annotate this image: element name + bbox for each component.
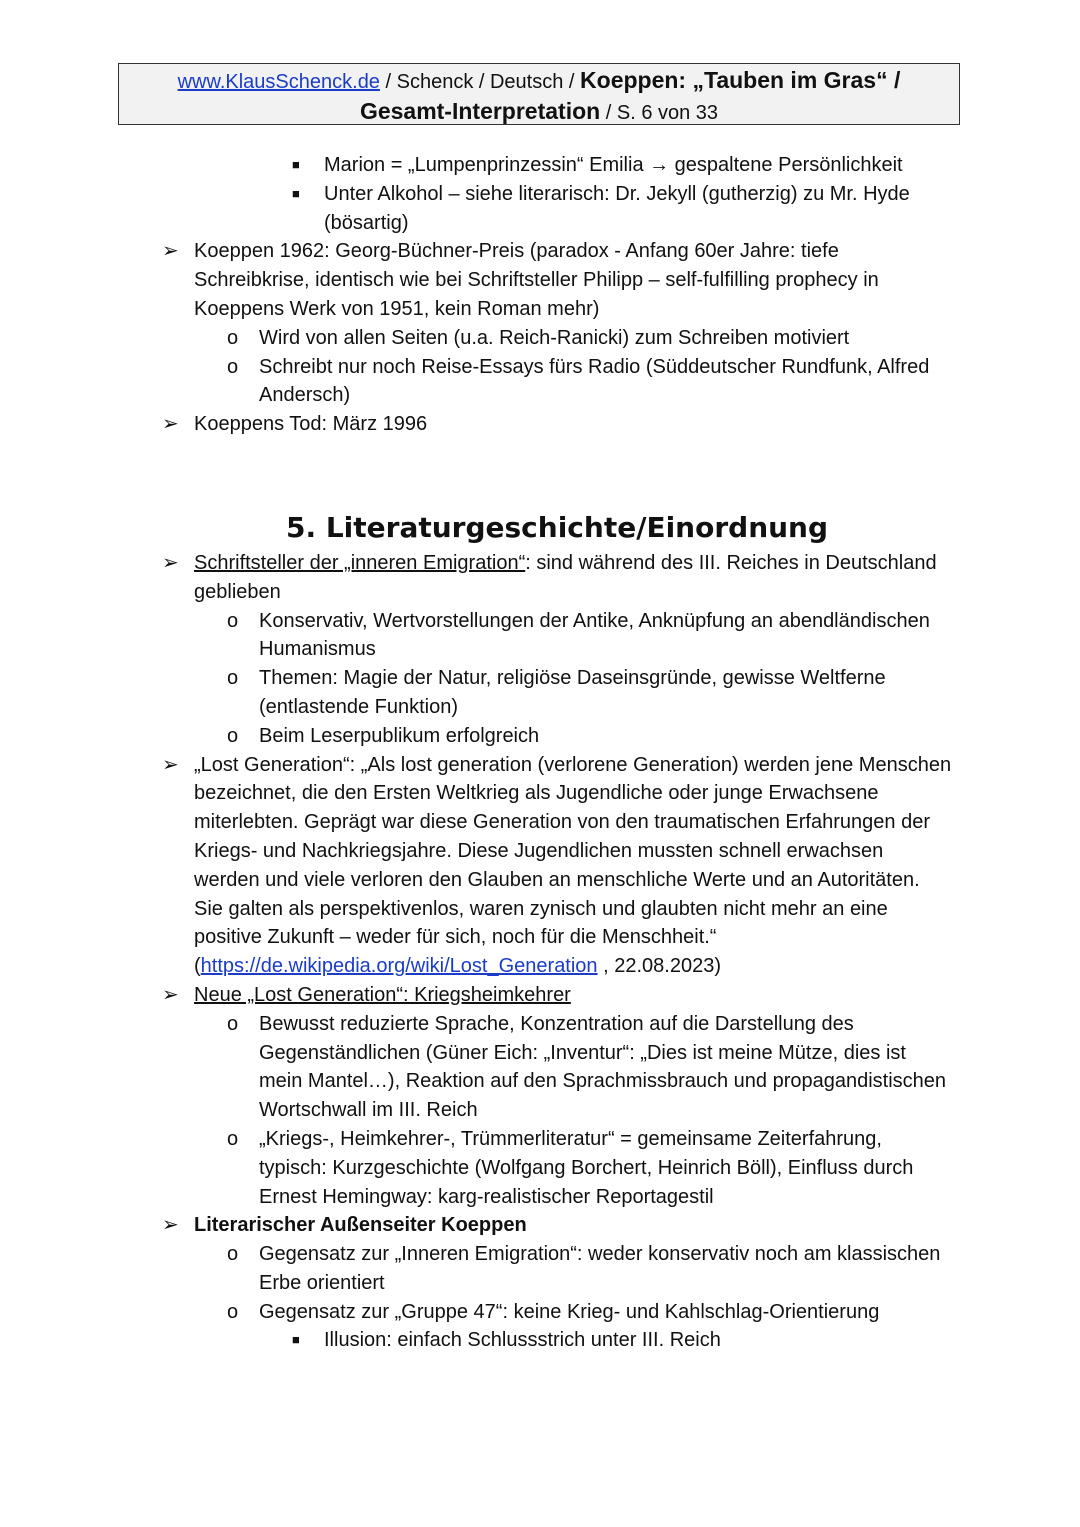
list-item: ➢ Koeppens Tod: März 1996 [0,410,954,439]
list-item: o Wird von allen Seiten (u.a. Reich-Ranicki) zum Schreiben motiviert [0,324,949,353]
wikipedia-link[interactable]: https://de.wikipedia.org/wiki/Lost_Generation [200,955,598,978]
section-heading: 5. Literaturgeschichte/Einordnung [285,510,829,544]
list-item: ■ Unter Alkohol – siehe literarisch: Dr. Jekyll (gutherzig) zu Mr. Hyde (bösartig) [0,180,944,238]
arrow-bullet-icon: ➢ [162,753,179,776]
arrow-bullet-icon: ➢ [162,240,179,263]
list-item: o Beim Leserpublikum erfolgreich [0,722,949,751]
list-item: ➢ Koeppen 1962: Georg-Büchner-Preis (paradox - Anfang 60er Jahre: tiefe Schreibkrise, identisch wie bei Schriftsteller Philipp – self-fulfilling prophecy in Koeppens Werk von 1951, kein Roman mehr) [0,237,954,323]
square-bullet-icon: ■ [292,1332,300,1348]
document-body [0,151,1080,1355]
arrow-bullet-icon: ➢ [162,551,179,574]
circle-bullet-icon: o [227,1012,239,1035]
circle-bullet-icon: o [227,609,239,632]
list-item: o Konservativ, Wertvorstellungen der Antike, Anknüpfung an abendländischen Humanismus [0,607,949,665]
site-link[interactable]: www.KlausSchenck.de [177,71,380,93]
page-header [118,63,960,125]
header-page-number: / S. 6 von 33 [600,102,719,124]
outsider-term: Literarischer Außenseiter Koeppen [194,1214,527,1237]
list-item: ■ Marion = „Lumpenprinzessin“ Emilia → gespaltene Persönlichkeit [0,151,944,180]
circle-bullet-icon: o [227,326,239,349]
list-item [0,1211,954,1240]
lost-generation-quote: „Lost Generation“: „Als lost generation (verlorene Generation) werden jene Menschen bezeichnet, die den Ersten Weltkrieg als Jugendliche oder junge Erwachsene miterlebten. Geprägt war diese Generation von den traumatischen Erfahrungen der Kriegs- und Nachkriegsjahre. Diese Jugendlichen mussten schnell erwachsen werden und viele verloren den Glauben an menschliche Werte und an Autoritäten. Sie galten als perspektivenlos, waren zynisch und glaubten nicht mehr an eine positive Zukunft – weder für sich, noch für die Menschheit.“ [194,753,952,949]
circle-bullet-icon: o [227,1127,239,1150]
header-path: / Schenck / Deutsch / [379,71,581,93]
square-bullet-icon: ■ [292,157,300,172]
list-item: o Gegensatz zur „Inneren Emigration“: weder konservativ noch am klassischen Erbe orientiert [0,1240,949,1298]
new-lost-generation-term: Neue „Lost Generation“: Kriegsheimkehrer [194,983,571,1006]
square-bullet-icon: ■ [292,185,300,201]
list-item: o „Kriegs-, Heimkehrer-, Trümmerliteratur“ = gemeinsame Zeiterfahrung, typisch: Kurzgeschichte (Wolfgang Borchert, Heinrich Böll), Einfluss durch Ernest Hemingway: karg-realistischer Reportagestil [0,1125,949,1211]
header-line-1 [119,66,959,97]
circle-bullet-icon: o [227,1300,239,1323]
list-item: o Gegensatz zur „Gruppe 47“: keine Krieg- und Kahlschlag-Orientierung [0,1298,949,1327]
circle-bullet-icon: o [227,667,239,690]
inner-emigration-term: Schriftsteller der „inneren Emigration“ [194,551,526,574]
circle-bullet-icon: o [227,355,239,378]
circle-bullet-icon: o [227,724,239,747]
list-item: o Themen: Magie der Natur, religiöse Daseinsgründe, gewisse Weltferne (entlastende Funktion) [0,664,949,722]
list-item: ■ Illusion: einfach Schlussstrich unter III. Reich [0,1326,944,1355]
list-item [0,981,954,1010]
arrow-bullet-icon: ➢ [162,1214,179,1237]
list-item: o Schreibt nur noch Reise-Essays fürs Radio (Süddeutscher Rundfunk, Alfred Andersch) [0,353,949,411]
list-item: ➢ Schriftsteller der „inneren Emigration“: sind während des III. Reiches in Deutschland geblieben [0,549,954,607]
circle-bullet-icon: o [227,1243,239,1266]
arrow-bullet-icon: ➢ [162,983,179,1006]
arrow-bullet-icon: ➢ [162,413,179,436]
list-item: o Bewusst reduzierte Sprache, Konzentration auf die Darstellung des Gegenständlichen (Güner Eich: „Inventur“: „Dies ist meine Mütze, dies ist mein Mantel…), Reaktion auf den Sprachmissbrauch und propagandistischen Wortschwall im III. Reich [0,1010,949,1125]
header-line-2 [119,97,959,128]
header-subtitle: Gesamt-Interpretation [359,98,601,124]
list-item: ➢ „Lost Generation“: „Als lost generation (verlorene Generation) werden jene Menschen bezeichnet, die den Ersten Weltkrieg als Jugendliche oder junge Erwachsene miterlebten. Geprägt war diese Generation von den traumatischen Erfahrungen der Kriegs- und Nachkriegsjahre. Diese Jugendlichen mussten schnell erwachsen werden und viele verloren den Glauben an menschliche Werte und an Autoritäten. Sie galten als perspektivenlos, waren zynisch und glaubten nicht mehr an eine positive Zukunft – weder für sich, noch für die Menschheit.“ (https://de.wikipedia.org/wiki/Lost_Generation , 22.08.2023) [0,751,954,981]
header-title: Koeppen: „Tauben im Gras“ / [580,67,901,93]
